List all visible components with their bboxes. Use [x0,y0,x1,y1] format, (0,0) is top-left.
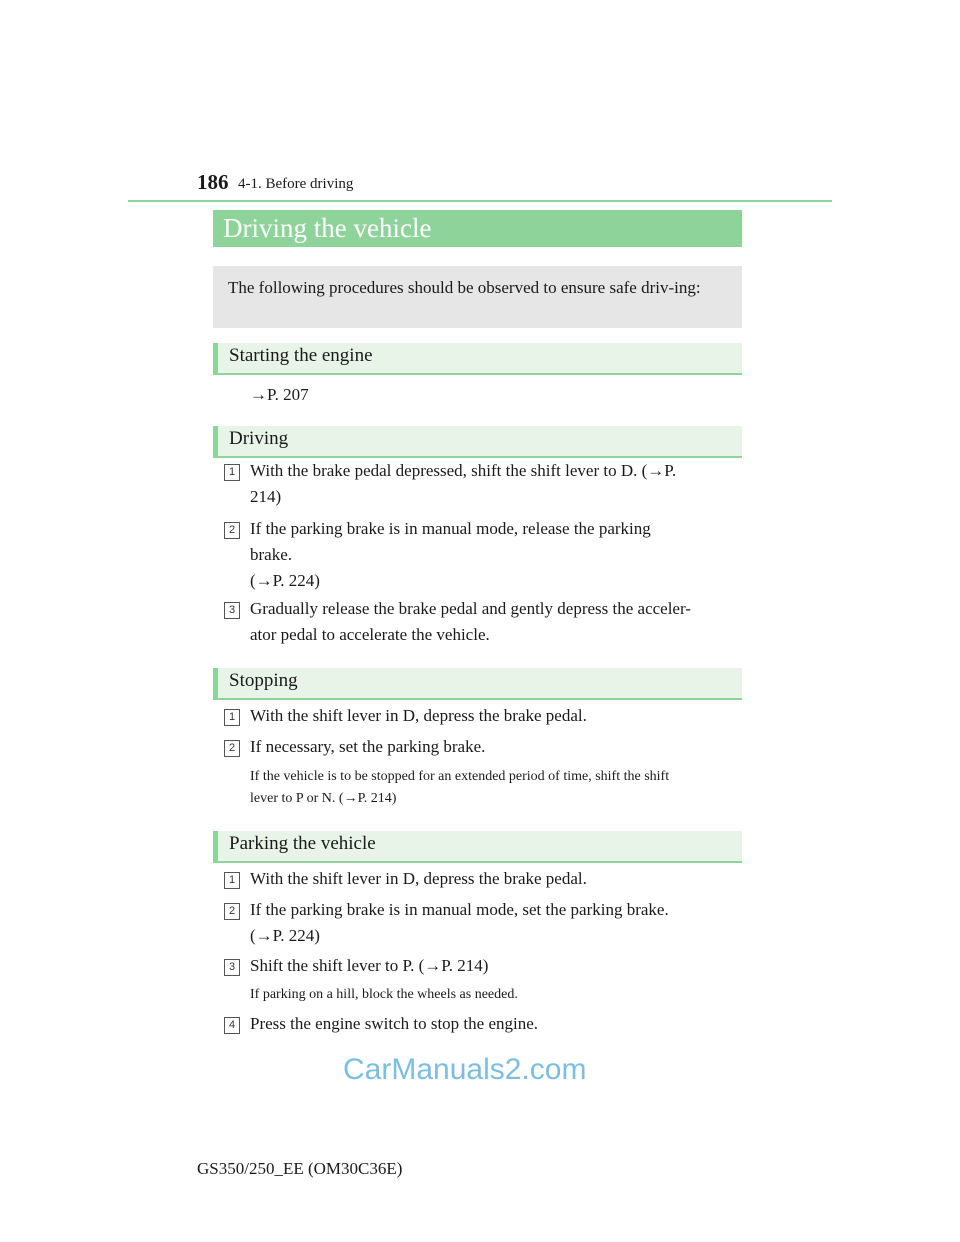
step-number-box: 1 [224,709,240,726]
stopping-step-1: With the shift lever in D, depress the brake pedal. [250,706,587,725]
step-line: With the shift lever in D, depress the brake pedal. [250,869,587,888]
step-line: 214) [250,487,282,506]
step-number-box: 3 [224,602,240,619]
heading-driving [213,426,742,458]
starting-reference-link[interactable]: →P. 207 [250,385,309,404]
step-line: With the brake pedal depressed, shift the shift lever to D. (→P. [250,461,677,480]
page-title: Driving the vehicle [223,213,432,243]
step-number-box: 3 [224,959,240,976]
parking-step-2 [250,897,742,949]
heading-stopping [213,668,742,700]
step-line: If the parking brake is in manual mode, set the parking brake. [250,900,669,919]
step-line: Press the engine switch to stop the engine. [250,1014,539,1033]
driving-step-1 [250,458,742,510]
heading-label: Driving [229,428,289,449]
step-number-box: 1 [224,872,240,889]
step-line: If the parking brake is in manual mode, release the parking [250,519,651,538]
intro-text: The following procedures should be observed to ensure safe driv-ing: [228,278,701,297]
section-title: 4-1. Before driving [238,176,354,192]
stopping-note [250,766,742,810]
step-line: (→P. 224) [250,571,320,590]
stopping-step-2: If necessary, set the parking brake. [250,737,486,756]
step-line: Gradually release the brake pedal and gently depress the acceler- [250,599,691,618]
parking-step-3 [250,953,742,979]
parking-note: If parking on a hill, block the wheels as needed. [250,987,518,1002]
note-line: lever to P or N. (→P. 214) [250,791,397,806]
step-line: (→P. 224) [250,926,320,945]
step-number-box: 4 [224,1017,240,1034]
driving-step-3 [250,596,742,648]
page-title-bar [213,210,742,247]
intro-box [213,266,742,328]
header-divider [128,200,832,202]
parking-step-4 [250,1011,742,1037]
step-number-box: 2 [224,740,240,757]
heading-label: Stopping [229,670,298,691]
step-number-box: 2 [224,522,240,539]
step-line: Shift the shift lever to P. (→P. 214) [250,956,489,975]
heading-label: Starting the engine [229,345,373,366]
note-line: If the vehicle is to be stopped for an extended period of time, shift the shift [250,769,670,784]
watermark-logo: CarManuals2.com [343,1053,587,1086]
footer-model-code: GS350/250_EE (OM30C36E) [197,1159,403,1178]
heading-label: Parking the vehicle [229,833,376,854]
step-line: ator pedal to accelerate the vehicle. [250,625,490,644]
parking-step-1 [250,866,742,892]
driving-step-2 [250,516,742,594]
step-line: brake. [250,545,293,564]
step-number-box: 1 [224,464,240,481]
page-number: 186 [197,170,229,194]
step-number-box: 2 [224,903,240,920]
heading-parking-vehicle [213,831,742,863]
heading-starting-engine [213,343,742,375]
